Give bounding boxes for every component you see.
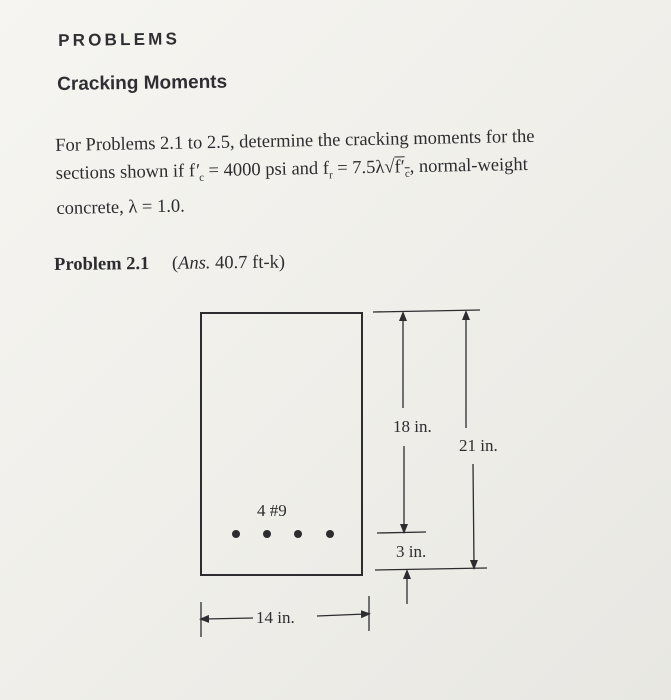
- cover-label: 3 in.: [396, 542, 427, 561]
- subscript: r: [328, 169, 333, 182]
- reinforcement-bars: [232, 530, 334, 538]
- bottom-extension-line: [375, 568, 487, 570]
- sqrt-symbol: √: [384, 157, 395, 178]
- answer-value: 40.7 ft-k): [210, 252, 286, 274]
- subsection-title: Cracking Moments: [57, 71, 228, 95]
- statement-line-1: For Problems 2.1 to 2.5, determine the cracking moments for the: [55, 126, 535, 156]
- section-label: PROBLEMS: [58, 29, 181, 50]
- rebar: [326, 530, 334, 538]
- sqrt-arg-text: f: [394, 157, 401, 178]
- sqrt-argument: $f'_c$: [394, 157, 410, 180]
- answer-label: Ans.: [178, 253, 211, 274]
- width-label: 14 in.: [256, 608, 295, 627]
- subscript: c: [199, 171, 205, 184]
- steel-extension-line: [377, 532, 426, 533]
- statement-text: = 4000 psi and f: [203, 158, 330, 182]
- reinforcement-label: 4 #9: [257, 501, 287, 520]
- rebar: [263, 530, 271, 538]
- beam-cross-section: [201, 313, 362, 575]
- effective-depth-label: 18 in.: [393, 417, 432, 436]
- subscript: c: [404, 167, 410, 180]
- rebar: [294, 530, 302, 538]
- top-extension-line: [373, 310, 480, 312]
- rebar: [232, 530, 240, 538]
- total-depth-label: 21 in.: [459, 436, 498, 455]
- problem-number: Problem 2.1: [54, 254, 150, 275]
- statement-text: sections shown if f: [55, 161, 196, 184]
- statement-line-2: sections shown if $f'_c = 4000$ psi and $f_r = 7.5\lambda√f'_c$, normal-weight: [55, 154, 529, 184]
- statement-text: , normal-weight: [409, 154, 529, 178]
- statement-line-3: concrete, λ = 1.0.: [56, 196, 185, 219]
- answer-paren: (: [171, 253, 179, 274]
- statement-text: = 7.5λ: [332, 157, 385, 179]
